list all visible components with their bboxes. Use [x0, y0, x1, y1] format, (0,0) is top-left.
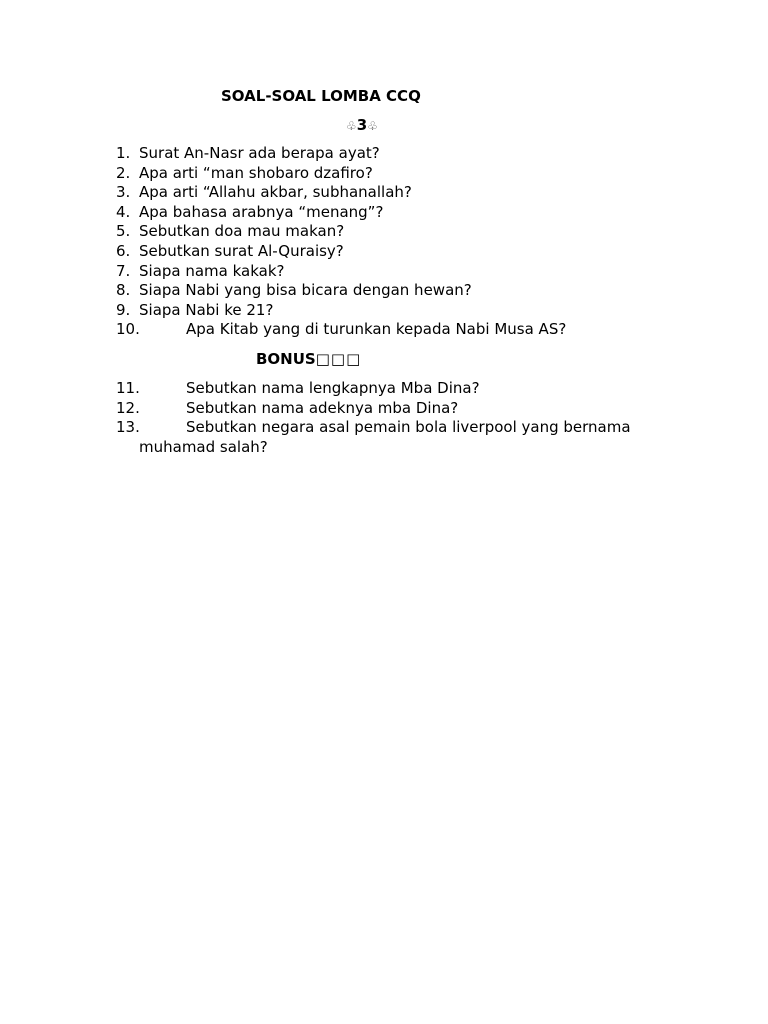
- list-item: [116, 144, 566, 164]
- list-item: [116, 399, 631, 419]
- item-number: 12.: [116, 398, 140, 417]
- list-item: [116, 320, 566, 340]
- item-text: Sebutkan nama adeknya mba Dina?: [186, 398, 459, 417]
- item-number: 9.: [116, 300, 131, 319]
- list-item: [116, 164, 566, 184]
- item-number: 10.: [116, 320, 140, 339]
- item-text: Siapa nama kakak?: [139, 261, 285, 280]
- item-number: 11.: [116, 379, 140, 397]
- document-subtitle: [346, 115, 378, 136]
- item-text: Sebutkan nama lengkapnya Mba Dina?: [186, 379, 480, 397]
- list-item: [116, 183, 566, 203]
- item-number: 2.: [116, 163, 131, 182]
- item-text: Apa bahasa arabnya “menang”?: [139, 202, 384, 221]
- item-text: Apa arti “Allahu akbar, subhanallah?: [139, 183, 412, 202]
- item-text: Sebutkan surat Al-Quraisy?: [139, 241, 344, 260]
- item-number: 13.: [116, 418, 140, 437]
- item-number: 8.: [116, 281, 131, 300]
- item-text-continuation: muhamad salah?: [139, 437, 268, 456]
- club-ornament-icon: ♧: [367, 119, 378, 133]
- list-item: [116, 379, 631, 399]
- item-text: Surat An-Nasr ada berapa ayat?: [139, 144, 380, 162]
- question-list: [116, 144, 566, 340]
- item-text: Apa arti “man shobaro dzafiro?: [139, 163, 373, 182]
- item-number: 7.: [116, 261, 131, 280]
- club-ornament-icon: ♧: [346, 119, 357, 133]
- item-text: Sebutkan negara asal pemain bola liverpool yang bernama: [186, 418, 631, 437]
- bonus-boxes-icon: □□□: [315, 350, 362, 368]
- item-number: 6.: [116, 241, 131, 260]
- list-item: [116, 418, 631, 457]
- bonus-question-list: [116, 379, 631, 457]
- document-title: SOAL-SOAL LOMBA CCQ: [221, 87, 421, 105]
- list-item: [116, 301, 566, 321]
- item-number: 4.: [116, 202, 131, 221]
- list-item: [116, 242, 566, 262]
- item-number: 1.: [116, 144, 131, 162]
- item-text: Apa Kitab yang di turunkan kepada Nabi Musa AS?: [186, 320, 567, 339]
- item-text: Siapa Nabi yang bisa bicara dengan hewan?: [139, 281, 472, 300]
- list-item: [116, 203, 566, 223]
- item-number: 3.: [116, 183, 131, 202]
- item-text: Sebutkan doa mau makan?: [139, 222, 345, 241]
- bonus-heading: [256, 349, 361, 369]
- list-item: [116, 222, 566, 242]
- item-text: Siapa Nabi ke 21?: [139, 300, 274, 319]
- list-item: [116, 281, 566, 301]
- list-item: [116, 262, 566, 282]
- subtitle-number: 3: [356, 116, 368, 134]
- item-number: 5.: [116, 222, 131, 241]
- bonus-label: BONUS: [256, 350, 316, 368]
